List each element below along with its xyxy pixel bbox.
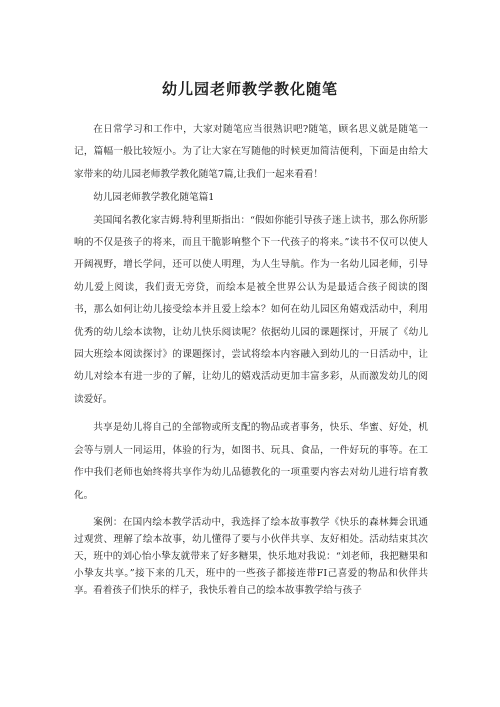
section-heading: 幼儿园老师教学教化随笔篇1 — [93, 192, 215, 204]
intro-paragraph: 在日常学习和工作中，大家对随笔应当很熟识吧?随笔，顾名思义就是随笔一记，篇幅一般比较短小。为了让大家在写随他的时候更加简洁便利，下面是由给大家带来的幼儿园老师教学教化随笔7篇,让我们一起来看看！ — [74, 124, 428, 180]
document-body — [74, 119, 428, 599]
document-title: 幼儿园老师教学教化随笔 — [161, 80, 338, 98]
case-paragraph: 案例：在国内绘本教学活动中，我选择了绘本故事教学《快乐的森林舞会讯通过观赏、理解了绘本故事，幼儿懂得了要与小伙伴共享、友好相处。活动结束其次天，班中的刘心怡小挚友就带来了好多糖果，快乐地对我说：“刘老师，我把糖果和小挚友共享。”接下来的几天，班中的一些孩子都接连带FI己喜爱的物品和伙伴共享。看着孩子们快乐的样子，我快乐着自己的绘本故事教学给与孩子 — [74, 516, 428, 596]
body-paragraph-sharing: 共享是幼儿将自己的全部物或所支配的物品或者事务，快乐、华蜜、好处，机会等与别人一同运用，体验的行为，如图书、玩具、食品，一件好玩的事等。在工作中我们老师也始终将共享作为幼儿品德教化的一项重要内容去对幼儿进行培育教化。 — [74, 422, 428, 501]
body-paragraph-reading: 美国闻名教化家吉姆.特利里斯指出：“假如你能引导孩子迷上读书，那么你所影响的不仅是孩子的将来，而且干脆影响整个下一代孩子的将来。”读书不仅可以使人开阔视野，增长学问，还可以使人明理，为人生导航。作为一名幼儿园老师，引导幼儿爱上阅读，我们责无旁贷，而绘本是被全世界公认为是最适合孩子阅读的图书，那么如何让幼儿接受绘本并且爱上绘本？如何在幼儿园区角嬉戏活动中，利用优秀的幼儿绘本读物，让幼儿快乐阅读呢？依据幼儿园的课题探讨，开展了《幼儿园大班绘本阅读探讨》的课题探讨，尝试将绘本内容融入到幼儿的一日活动中，让幼儿对绘本有进一步的了解，让幼儿的嬉戏活动更加丰富多彩，从而激发幼儿的阅读爱好。 — [74, 214, 428, 405]
